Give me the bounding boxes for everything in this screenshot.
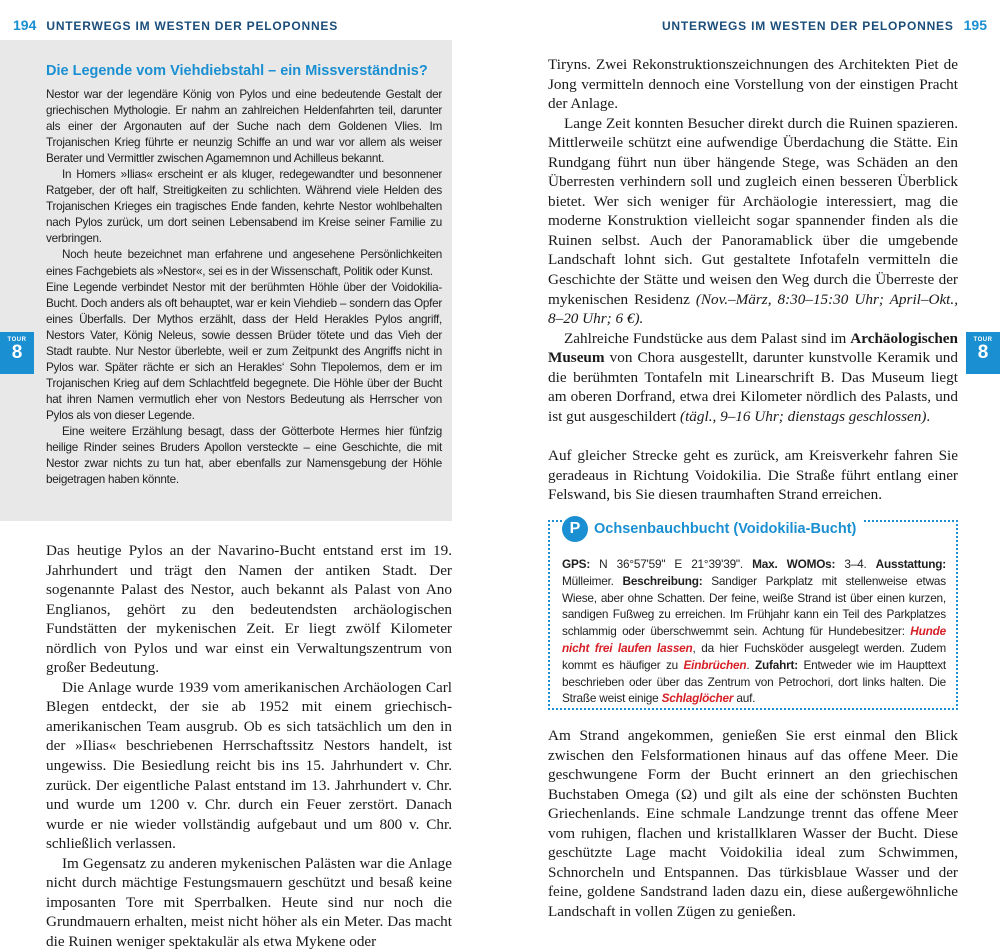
body-paragraph: Das heutige Pylos an der Navarino-Bucht entstand erst im 19. Jahrhundert und trägt den Namen der antiken Stadt. Der sogenannte Palast des Nestor, auch bekannt als Palast von Ano Englianos, gehört zu den bedeutendsten archäologischen Fundstätten der mykenischen Zeit. Er liegt zwölf Kilometer nördlich von Pylos und war einst ein Verwaltungszentrum von großer Bedeutung. (46, 542, 452, 677)
running-head-text-left: UNTERWEGS IM WESTEN DER PELOPONNES (46, 19, 339, 33)
tour-tab-right (966, 332, 1000, 374)
ausstattung-value: Mülleimer. (562, 573, 623, 588)
infobox-text-mid: . (746, 657, 755, 672)
beschreibung-value: Sandiger Parkplatz mit stellenweise etwas Wiese, aber ohne Schatten. Der feine, weiße Strand ist über einen kurzen, sandigen Fußweg zu erreichen. Im Frühjahr kann ein Teil des Parkplatzes schlammig oder überschwemmt sein. Achtung für Hundebesitzer: (562, 573, 946, 639)
sidebar-paragraph: Nestor war der legendäre König von Pylos und eine bedeutende Gestalt der griechischen Mythologie. Er nahm an zahlreichen Heldenfahrten teil, darunter als einer der Argonauten auf der Suche nach dem Goldenen Vlies. Im Trojanischen Krieg führte er neunzig Schiffe an und war vor allem als weiser Berater und Vermittler zwischen Agamemnon und Achilleus bekannt. (46, 88, 442, 166)
infobox-text-mid: , da hier Fuchsköder ausgelegt werden. Zudem kommt es häufiger zu (562, 640, 946, 672)
body-paragraph: Tiryns. Zwei Rekonstruktionszeichnungen des Architekten Piet de Jong vermitteln dennoch eine Vorstellung von der einstigen Pracht der Anlage. (548, 56, 958, 113)
gps-label: GPS: (562, 557, 591, 571)
sidebar-paragraph: Eine weitere Erzählung besagt, dass der Götterbote Hermes hier fünfzig heilige Rinder seines Bruders Apollon versteckte – eine Geschichte, die mit Nestor zwar nichts zu tun hat, aber ebenfalls zur Namensgebung der Höhle beigetragen haben könnte. (46, 424, 442, 487)
parking-info-box (548, 520, 958, 710)
infobox-text (562, 556, 946, 707)
infobox-title: Ochsenbauchbucht (Voidokilia-Bucht) (594, 521, 857, 537)
zufahrt-label: Zufahrt: (754, 657, 798, 672)
beschreibung-label: Beschreibung: (622, 573, 703, 588)
sidebar-paragraph: Eine Legende verbindet Nestor mit der berühmten Höhle über der Voidokilia-Bucht. Doch anders als oft behauptet, war er kein Viehdieb – sondern das Opfer eines Überfalls. Der Mythos erzählt, dass der Held Herakles Pylos angriff, Nestors Vater, König Neleus, sowie dessen Brüder tötete und das Vieh der Stadt raubte. Nur Nestor überlebte, weil er zum Zeitpunkt des Angriffs nicht in Pylos war. Später rächte er sich an Herakles‘ Sohn Tlepolemos, dem er im Trojanischen Krieg auf dem Schlachtfeld begegnete. Die Höhle über der Bucht hat ihren Namen vermutlich eher von Nestors Bedeutung als Herrscher von Pylos als von dieser Legende. (46, 280, 442, 422)
page-number-left: 194 (13, 17, 37, 33)
ausstattung-label: Ausstattung: (875, 557, 946, 571)
warning-dogs: Hunde nicht frei laufen lassen (562, 624, 946, 655)
legend-sidebar-box (0, 40, 452, 521)
body-paragraph: Am Strand angekommen, genießen Sie erst einmal den Blick zwischen den Felsformationen hinaus auf das offene Meer. Die geschwungene Form der Bucht erinnert an den griechischen Buchstaben Omega (Ω) und gilt als eine der schönsten Buchten Griechenlands. Eine schmale Landzunge trennt das offene Meer vom ruhigen, flachen und kristallklaren Wasser der Bucht. Diese geschützte Lage macht Voidokilia ideal zum Schwimmen, Schnorcheln und Entspannen. Das türkisblaue Wasser und der feine, goldene Sandstrand laden dazu ein, diese außergewöhnliche Landschaft in vollen Zügen zu genießen. (548, 727, 958, 920)
womos-label: Max. WOMOs: (752, 557, 836, 571)
body-paragraph: Im Gegensatz zu anderen mykenischen Palästen war die Anlage nicht durch mächtige Festungsmauern geschützt und besaß keine imposanten Tore mit Sperrbalken. Heute sind nur noch die Grundmauern erhalten, meist nicht höher als ein Meter. Das macht die Ruinen weniger spektakulär als etwa Mykene oder (46, 854, 452, 950)
gps-value: N 36°57'59" E 21°39'39". (590, 557, 753, 571)
sidebar-title: Die Legende vom Viehdiebstahl – ein Missverständnis? (46, 63, 428, 79)
right-body-text-top (548, 55, 958, 426)
infobox-header (562, 514, 862, 544)
tour-tab-number: 8 (977, 342, 989, 363)
p2-opening-hours: (Nov.–März, 8:30–15:30 Uhr; April–Okt., 8–20 Uhr; 6 €). (548, 290, 958, 328)
running-head-left (13, 17, 338, 33)
museum-name: Archäologischen Museum (548, 329, 958, 367)
tour-tab-label: TOUR (7, 337, 27, 343)
womos-value: 3–4. (835, 557, 876, 571)
p3-text-body: von Chora ausgestellt, darunter kunstvolle Keramik und die berühmten Tontafeln mit Linearschrift B. Das Museum liegt am oberen Dorfrand, etwa drei Kilometer nördlich des Palasts, und ist gut ausgeschildert (548, 349, 958, 425)
right-body-text-bottom (548, 726, 958, 921)
sidebar-paragraph: In Homers »Ilias« erscheint er als kluger, redegewandter und besonnener Ratgeber, der oft half, Streitigkeiten zu schlichten. Während viele Helden des Trojanischen Krieges ein tragisches Ende fanden, kehrte Nestor wohlbehalten nach Pylos zurück, um dort seinen Lebensabend im Kreise seiner Familie zu verbringen. (46, 168, 442, 246)
p3-text-start: Zahlreiche Fundstücke aus dem Palast sind im (564, 329, 851, 347)
running-head-text-right: UNTERWEGS IM WESTEN DER PELOPONNES (661, 19, 954, 33)
tour-tab-label: TOUR (973, 337, 993, 343)
warning-potholes: Schlaglöcher (661, 691, 734, 706)
tour-tab-number: 8 (11, 342, 23, 363)
sidebar-paragraph: Noch heute bezeichnet man erfahrene und angesehene Persönlichkeiten eines Fachgebiets als »Nestor«, sei es in der Wissenschaft, Politik oder Kunst. (46, 248, 442, 278)
p3-text-end: . (926, 407, 931, 425)
left-body-text (46, 541, 452, 951)
body-paragraph (548, 329, 958, 427)
right-body-text-mid (548, 446, 958, 505)
warning-breakins: Einbrüchen (683, 657, 747, 672)
body-paragraph: Die Anlage wurde 1939 vom amerikanischen Archäologen Carl Blegen entdeckt, der sie ab 1952 mit einem griechisch-amerikanischen Team ausgrub. Ob es sich tatsächlich um den in der »Ilias« beschriebenen Herrschaftssitz Nestors handelt, ist ungewiss. Die Besiedlung reicht bis ins 15. Jahrhundert v. Chr. zurück. Der eigentliche Palast entstand im 13. Jahrhundert v. Chr. und wurde um 1200 v. Chr. durch ein Feuer zerstört. Danach wurde er nie wieder vollständig aufgebaut und um 800 v. Chr. schließlich verlassen. (46, 678, 452, 853)
p2-text: Lange Zeit konnten Besucher direkt durch die Ruinen spazieren. Mittlerweile schützt eine aufwendige Überdachung die Stätte. Ein Rundgang führt nun über hängende Stege, was Schäden an den Überresten verhindern soll und zugleich einen besseren Überblick bietet. Wer sich weniger für Archäologie interessiert, mag die moderne Konstruktion vielleicht sogar spannender finden als die Ruinen selbst. Auch der Panoramablick über die umgebende Landschaft lohnt sich. Gut gestaltete Infotafeln vermitteln die Geschichte der Stätte und weisen den Weg durch die Überreste der mykenischen Residenz (548, 114, 958, 308)
p3-opening-hours: (tägl., 9–16 Uhr; dienstags geschlossen) (680, 407, 927, 425)
body-paragraph (548, 114, 958, 329)
parking-icon: P (562, 516, 588, 542)
running-head-right (662, 17, 987, 33)
body-paragraph: Auf gleicher Strecke geht es zurück, am Kreisverkehr fahren Sie geradeaus in Richtung Voidokilia. Die Straße führt entlang einer Felswand, bis Sie diesen traumhaften Strand erreichen. (548, 447, 958, 504)
infobox-text-end: auf. (733, 691, 756, 706)
page-number-right: 195 (963, 17, 987, 33)
tour-tab-left (0, 332, 34, 374)
zufahrt-value: Entweder wie im Haupttext beschrieben oder über das Zentrum von Petrochori, dort links halten. Die Straße weist einige (562, 657, 947, 706)
